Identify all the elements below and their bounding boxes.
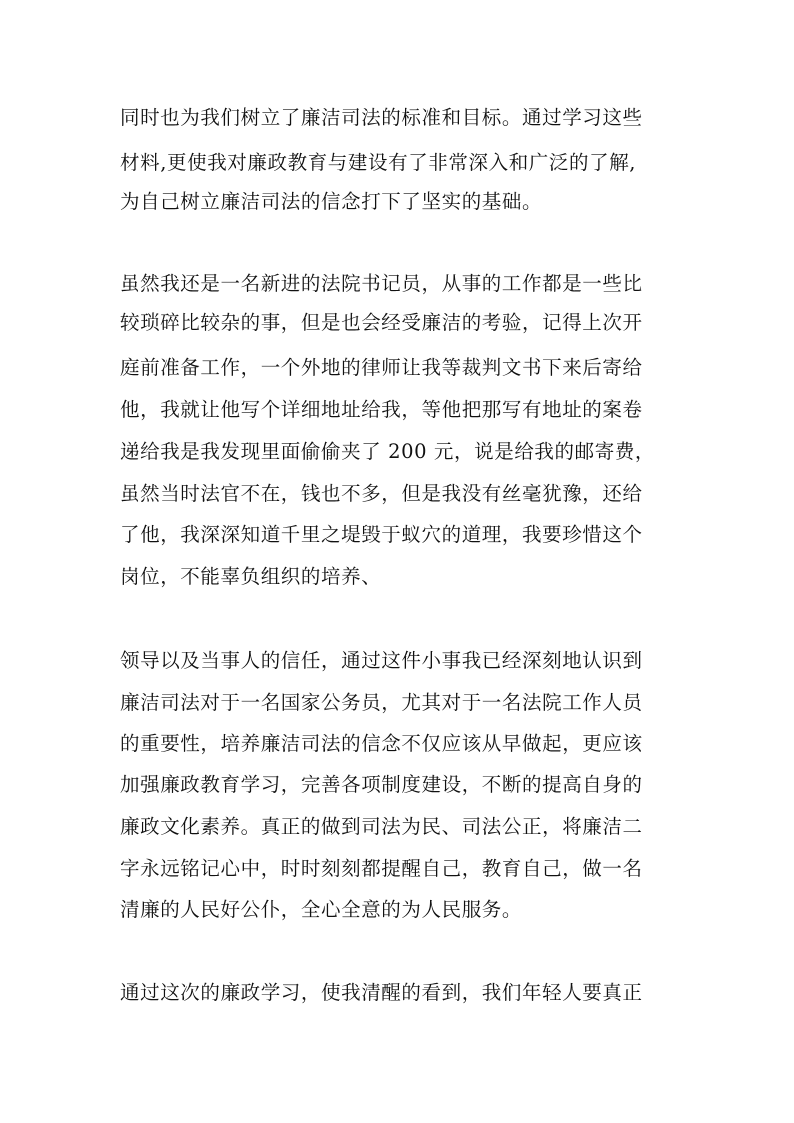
text-line: 廉洁司法对于一名国家公务员，尤其对于一名法院工作人员 <box>120 691 643 714</box>
text-line: 庭前准备工作，一个外地的律师让我等裁判文书下来后寄给 <box>120 356 643 379</box>
text-line: 加强廉政教育学习，完善各项制度建设，不断的提高自身的 <box>120 773 643 796</box>
text-line: 字永远铭记心中，时时刻刻都提醒自己，教育自己，做一名 <box>120 857 643 880</box>
text-line: 领导以及当事人的信任，通过这件小事我已经深刻地认识到 <box>120 649 643 672</box>
text-line: 的重要性，培养廉洁司法的信念不仅应该从早做起，更应该 <box>120 732 643 755</box>
text-line: 同时也为我们树立了廉洁司法的标准和目标。通过学习这些 <box>120 106 643 129</box>
text-line: 较琐碎比较杂的事，但是也会经受廉洁的考验，记得上次开 <box>120 311 643 334</box>
text-line: 岗位，不能辜负组织的培养、 <box>120 565 382 588</box>
text-line: 通过这次的廉政学习，使我清醒的看到，我们年轻人要真正 <box>120 981 643 1004</box>
text-line: 清廉的人民好公仆，全心全意的为人民服务。 <box>120 898 523 921</box>
text-line: 为自己树立廉洁司法的信念打下了坚实的基础。 <box>120 190 543 213</box>
text-line: 他，我就让他写个详细地址给我，等他把那写有地址的案卷 <box>120 398 643 421</box>
text-line: 材料,更使我对廉政教育与建设有了非常深入和广泛的了解, <box>120 151 637 174</box>
text-line: 递给我是我发现里面偷偷夹了 200 元，说是给我的邮寄费， <box>120 440 656 463</box>
text-line: 虽然我还是一名新进的法院书记员，从事的工作都是一些比 <box>120 272 643 295</box>
text-line: 廉政文化素养。真正的做到司法为民、司法公正，将廉洁二 <box>120 815 643 838</box>
text-line: 了他，我深深知道千里之堤毁于蚁穴的道理，我要珍惜这个 <box>120 523 643 546</box>
text-line: 虽然当时法官不在，钱也不多，但是我没有丝毫犹豫，还给 <box>120 482 643 505</box>
